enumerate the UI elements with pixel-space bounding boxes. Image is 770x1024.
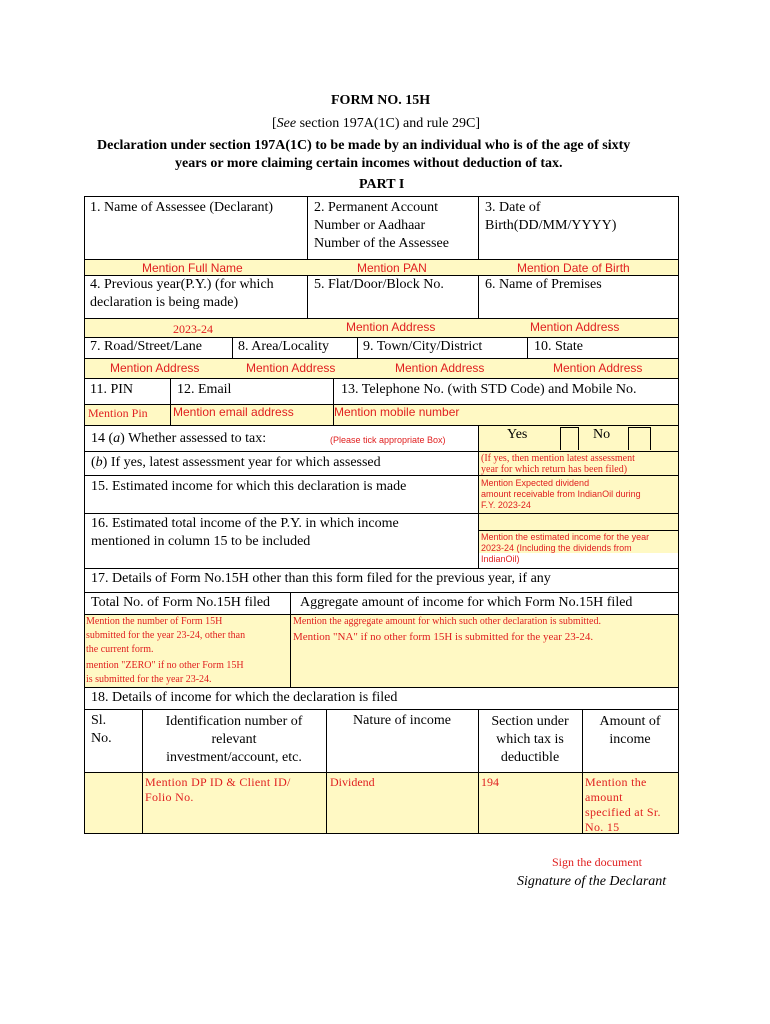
label-estimated-income: 15. Estimated income for which this declaration is made [91, 479, 407, 494]
hint-estimated-income-line1: Mention Expected dividend [481, 478, 590, 488]
hint-name: Mention Full Name [142, 261, 243, 275]
label-email: 12. Email [177, 382, 232, 397]
hint-state: Mention Address [553, 361, 643, 375]
label-town: 9. Town/City/District [363, 339, 483, 354]
hint-section: 194 [481, 775, 499, 789]
label-no: No [593, 427, 611, 442]
hint-amount-line2: amount [585, 790, 623, 804]
hint-estimated-income-line3: F.Y. 2023-24 [481, 500, 531, 510]
hint-forms-line2: submitted for the year 23-24, other than [86, 630, 246, 641]
hint-forms-line1: Mention the number of Form 15H [86, 616, 223, 627]
hint-dp-id-line2: Folio No. [145, 790, 194, 804]
label-flat-door: 5. Flat/Door/Block No. [314, 277, 444, 292]
label-total-forms-filed: Total No. of Form No.15H filed [91, 595, 271, 610]
label-dob-line2: Birth(DD/MM/YYYY) [485, 218, 617, 233]
header-identification-line2: relevant [211, 732, 257, 747]
part-heading: PART I [359, 177, 405, 192]
hint-dob: Mention Date of Birth [517, 261, 630, 275]
label-form18: 18. Details of income for which the declaration is filed [91, 690, 398, 705]
header-amount-line1: Amount of [599, 714, 661, 729]
hint-email: Mention email address [173, 405, 294, 419]
hint-road: Mention Address [110, 361, 200, 375]
hint-total-income-line1: Mention the estimated income for the year [481, 532, 650, 542]
hint-town: Mention Address [395, 361, 485, 375]
label-total-income-line2: mentioned in column 15 to be included [91, 534, 311, 549]
hint-pan: Mention PAN [357, 261, 427, 275]
form-title: FORM NO. 15H [331, 93, 431, 108]
label-assessed-to-tax: 14 (a) Whether assessed to tax: [91, 431, 267, 446]
header-identification-line1: Identification number of [165, 714, 303, 729]
label-latest-assessment-year: (b) If yes, latest assessment year for which assessed [91, 455, 381, 470]
hint-total-income-line2: 2023-24 (Including the dividends from [481, 543, 632, 553]
label-total-income-line1: 16. Estimated total income of the P.Y. in which income [91, 516, 399, 531]
hint-total-income-line3: IndianOil) [481, 554, 520, 564]
hint-assessment-year-line2: year for which return has been filed) [481, 464, 628, 475]
hint-tick-box: (Please tick appropriate Box) [330, 435, 446, 445]
label-road: 7. Road/Street/Lane [90, 339, 202, 354]
hint-pin: Mention Pin [88, 406, 148, 420]
hint-area: Mention Address [246, 361, 336, 375]
header-section-line1: Section under [491, 714, 569, 729]
yes-checkbox[interactable] [560, 427, 578, 450]
no-checkbox[interactable] [628, 427, 650, 450]
label-previous-year-line1: 4. Previous year(P.Y.) (for which [90, 277, 274, 292]
header-amount-line2: income [609, 732, 651, 747]
hint-sign[interactable]: Sign the document [552, 855, 642, 869]
hint-assessment-year-line1: (If yes, then mention latest assessment [481, 453, 635, 464]
label-yes: Yes [507, 427, 528, 442]
hint-amount-line3: specified at Sr. [585, 805, 661, 819]
label-telephone: 13. Telephone No. (with STD Code) and Mobile No. [341, 382, 637, 397]
hint-amount-line4: No. 15 [585, 820, 620, 834]
declaration-heading-line1: Declaration under section 197A(1C) to be made by an individual who is of the age of sixty [97, 138, 631, 153]
label-dob-line1: 3. Date of [485, 200, 541, 215]
label-area: 8. Area/Locality [238, 339, 329, 354]
label-premises: 6. Name of Premises [485, 277, 602, 292]
hint-aggregate-line2: Mention "NA" if no other form 15H is submitted for the year 23-24. [293, 631, 594, 643]
hint-forms-line5: is submitted for the year 23-24. [86, 674, 212, 685]
header-nature-of-income: Nature of income [353, 713, 451, 728]
label-form17: 17. Details of Form No.15H other than this form filed for the previous year, if any [91, 571, 551, 586]
label-name-of-assessee: 1. Name of Assessee (Declarant) [90, 200, 274, 215]
form-reference: [See section 197A(1C) and rule 29C] [272, 116, 481, 131]
label-pan-line3: Number of the Assessee [314, 236, 449, 251]
label-pin: 11. PIN [90, 382, 134, 397]
header-section-line2: which tax is [496, 732, 564, 747]
hint-nature: Dividend [330, 775, 375, 789]
label-state: 10. State [534, 339, 583, 354]
signature-label: Signature of the Declarant [517, 874, 667, 889]
label-pan-line1: 2. Permanent Account [314, 200, 439, 215]
hint-premises: Mention Address [530, 320, 620, 334]
header-sl-line1: Sl. [91, 713, 107, 728]
label-previous-year-line2: declaration is being made) [90, 295, 239, 310]
label-aggregate-amount: Aggregate amount of income for which Form No.15H filed [300, 595, 633, 610]
label-pan-line2: Number or Aadhaar [314, 218, 426, 233]
hint-aggregate-line1: Mention the aggregate amount for which such other declaration is submitted. [293, 616, 601, 627]
hint-flat: Mention Address [346, 320, 436, 334]
declaration-heading-line2: years or more claiming certain incomes without deduction of tax. [175, 156, 563, 171]
hint-forms-line4: mention "ZERO" if no other Form 15H [86, 660, 244, 671]
hint-amount-line1: Mention the [585, 775, 647, 789]
hint-previous-year: 2023-24 [173, 322, 213, 336]
header-identification-line3: investment/account, etc. [166, 750, 302, 765]
hint-dp-id-line1: Mention DP ID & Client ID/ [145, 775, 291, 789]
hint-forms-line3: the current form. [86, 644, 154, 655]
header-sl-line2: No. [91, 731, 112, 746]
hint-estimated-income-line2: amount receivable from IndianOil during [481, 489, 641, 499]
header-section-line3: deductible [500, 750, 560, 765]
hint-mobile: Mention mobile number [334, 405, 460, 419]
